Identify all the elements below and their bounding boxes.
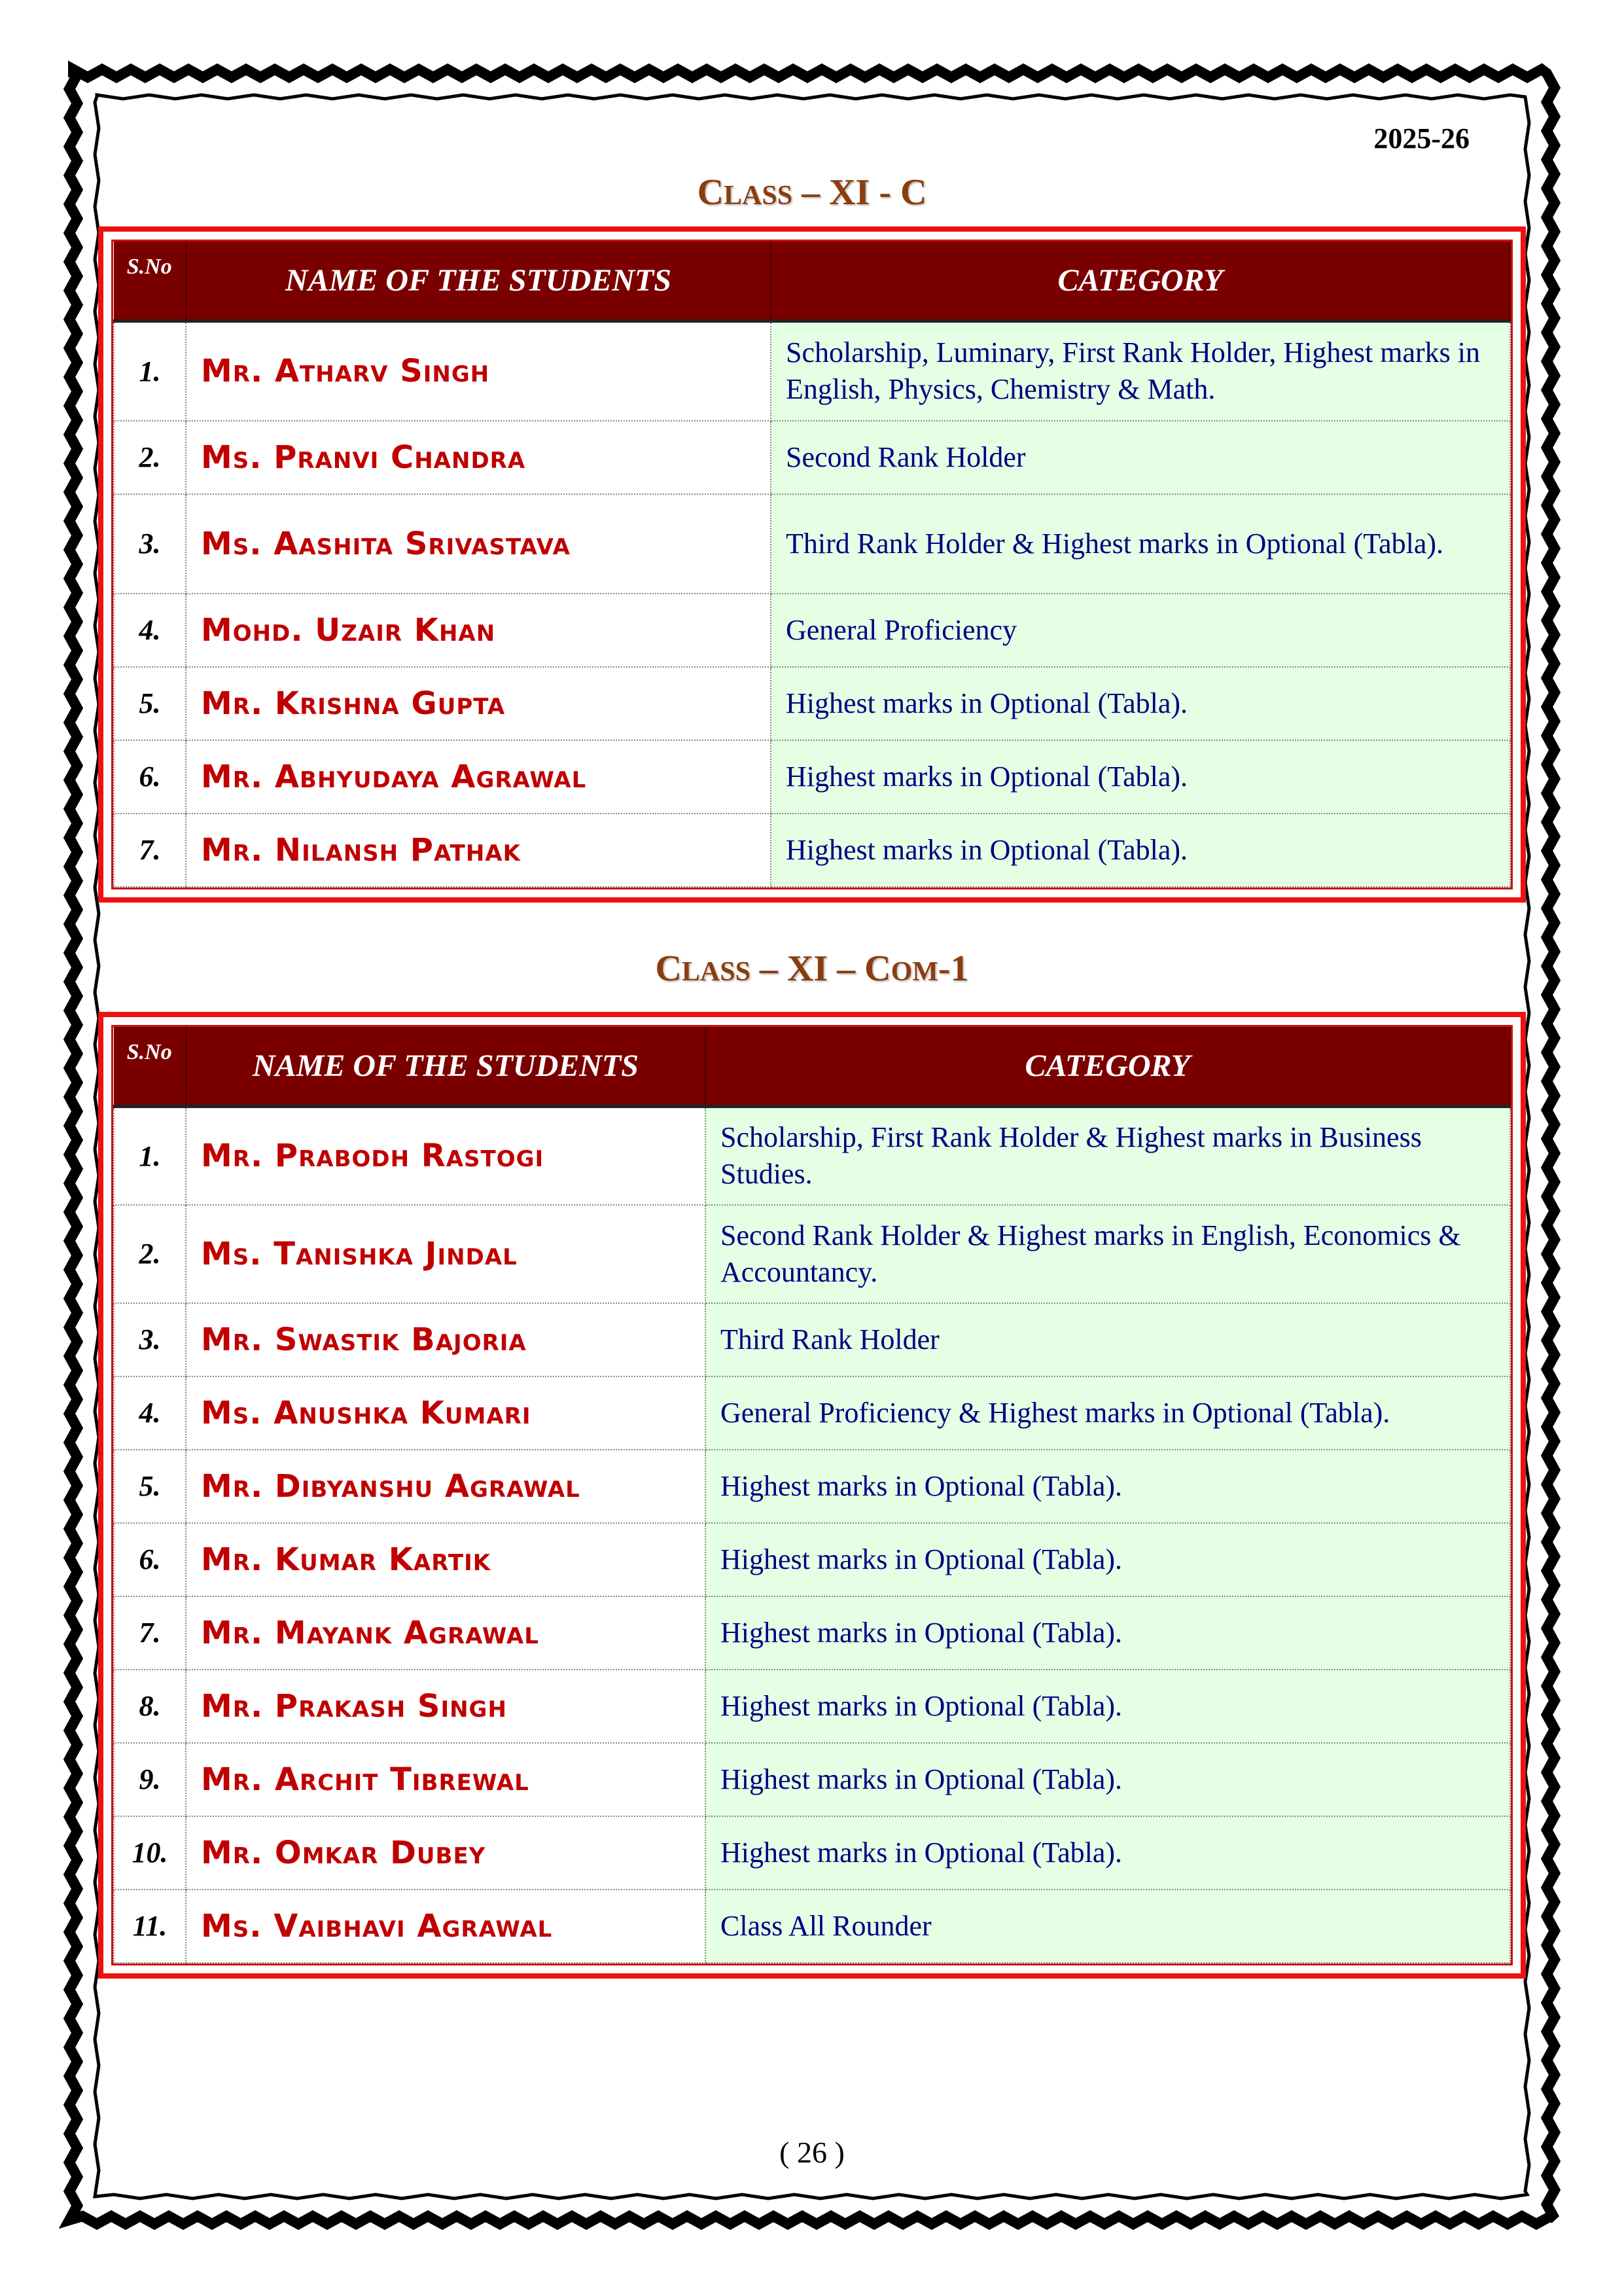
student-category: Highest marks in Optional (Tabla). bbox=[705, 1816, 1510, 1890]
table-row bbox=[114, 421, 1510, 494]
header-name: NAME OF THE STUDENTS bbox=[186, 242, 771, 321]
student-category: Highest marks in Optional (Tabla). bbox=[705, 1523, 1510, 1596]
table-row bbox=[114, 1816, 1510, 1890]
row-sno: 1. bbox=[114, 1107, 186, 1205]
student-name: Mr. Swastik Bajoria bbox=[186, 1303, 705, 1376]
table-row bbox=[114, 1450, 1510, 1523]
student-name: Mr. Kumar Kartik bbox=[186, 1523, 705, 1596]
student-name: Mr. Prabodh Rastogi bbox=[186, 1107, 705, 1205]
table-row bbox=[114, 667, 1510, 740]
table-row bbox=[114, 1743, 1510, 1816]
student-category: Highest marks in Optional (Tabla). bbox=[705, 1743, 1510, 1816]
row-sno: 5. bbox=[114, 1450, 186, 1523]
student-name: Mohd. Uzair Khan bbox=[186, 594, 771, 667]
row-sno: 7. bbox=[114, 814, 186, 887]
student-name: Mr. Krishna Gupta bbox=[186, 667, 771, 740]
row-sno: 10. bbox=[114, 1816, 186, 1890]
table-row bbox=[114, 814, 1510, 887]
class-xi-com-1-table bbox=[98, 1012, 1526, 1979]
student-name: Mr. Omkar Dubey bbox=[186, 1816, 705, 1890]
student-name: Ms. Vaibhavi Agrawal bbox=[186, 1890, 705, 1963]
table-row bbox=[114, 1670, 1510, 1743]
table-row bbox=[114, 1376, 1510, 1450]
row-sno: 2. bbox=[114, 1205, 186, 1303]
student-category: Third Rank Holder bbox=[705, 1303, 1510, 1376]
student-name: Ms. Aashita Srivastava bbox=[186, 494, 771, 594]
student-category: General Proficiency & Highest marks in Optional (Tabla). bbox=[705, 1376, 1510, 1450]
student-category: Highest marks in Optional (Tabla). bbox=[771, 667, 1510, 740]
row-sno: 4. bbox=[114, 594, 186, 667]
table-row bbox=[114, 1107, 1510, 1205]
student-category: Highest marks in Optional (Tabla). bbox=[771, 740, 1510, 814]
student-category: Second Rank Holder bbox=[771, 421, 1510, 494]
student-name: Mr. Mayank Agrawal bbox=[186, 1596, 705, 1670]
table-row bbox=[114, 321, 1510, 421]
student-category: Scholarship, First Rank Holder & Highest marks in Business Studies. bbox=[705, 1107, 1510, 1205]
student-category: Highest marks in Optional (Tabla). bbox=[771, 814, 1510, 887]
row-sno: 8. bbox=[114, 1670, 186, 1743]
row-sno: 7. bbox=[114, 1596, 186, 1670]
page-number: ( 26 ) bbox=[779, 2136, 845, 2169]
student-name: Mr. Abhyudaya Agrawal bbox=[186, 740, 771, 814]
row-sno: 1. bbox=[114, 321, 186, 421]
student-category: Highest marks in Optional (Tabla). bbox=[705, 1596, 1510, 1670]
row-sno: 4. bbox=[114, 1376, 186, 1450]
table-row bbox=[114, 494, 1510, 594]
header-sno: S.No bbox=[114, 242, 186, 321]
student-category: Second Rank Holder & Highest marks in English, Economics & Accountancy. bbox=[705, 1205, 1510, 1303]
student-category: Third Rank Holder & Highest marks in Optional (Tabla). bbox=[771, 494, 1510, 594]
table-row bbox=[114, 594, 1510, 667]
row-sno: 3. bbox=[114, 1303, 186, 1376]
class-xi-c-title: CLASS – XI - C bbox=[697, 172, 927, 213]
row-sno: 11. bbox=[114, 1890, 186, 1963]
header-sno: S.No bbox=[114, 1027, 186, 1107]
table-row bbox=[114, 1596, 1510, 1670]
academic-year: 2025-26 bbox=[1373, 122, 1470, 154]
class-xi-c-table bbox=[98, 226, 1526, 903]
student-category: General Proficiency bbox=[771, 594, 1510, 667]
table-row bbox=[114, 1890, 1510, 1963]
header-category: CATEGORY bbox=[771, 242, 1510, 321]
header-category: CATEGORY bbox=[705, 1027, 1510, 1107]
row-sno: 6. bbox=[114, 1523, 186, 1596]
student-name: Mr. Archit Tibrewal bbox=[186, 1743, 705, 1816]
student-name: Mr. Atharv Singh bbox=[186, 321, 771, 421]
row-sno: 5. bbox=[114, 667, 186, 740]
header-name: NAME OF THE STUDENTS bbox=[186, 1027, 705, 1107]
row-sno: 6. bbox=[114, 740, 186, 814]
row-sno: 2. bbox=[114, 421, 186, 494]
table-row bbox=[114, 1523, 1510, 1596]
student-category: Class All Rounder bbox=[705, 1890, 1510, 1963]
table-row bbox=[114, 1303, 1510, 1376]
table-row bbox=[114, 1205, 1510, 1303]
student-category: Scholarship, Luminary, First Rank Holder, Highest marks in English, Physics, Chemistry & Math. bbox=[771, 321, 1510, 421]
student-name: Mr. Dibyanshu Agrawal bbox=[186, 1450, 705, 1523]
row-sno: 9. bbox=[114, 1743, 186, 1816]
student-name: Ms. Anushka Kumari bbox=[186, 1376, 705, 1450]
table-row bbox=[114, 740, 1510, 814]
student-category: Highest marks in Optional (Tabla). bbox=[705, 1670, 1510, 1743]
row-sno: 3. bbox=[114, 494, 186, 594]
student-name: Ms. Pranvi Chandra bbox=[186, 421, 771, 494]
student-name: Ms. Tanishka Jindal bbox=[186, 1205, 705, 1303]
student-name: Mr. Prakash Singh bbox=[186, 1670, 705, 1743]
class-xi-com-1-title: CLASS – XI – COM-1 bbox=[655, 948, 969, 989]
student-category: Highest marks in Optional (Tabla). bbox=[705, 1450, 1510, 1523]
student-name: Mr. Nilansh Pathak bbox=[186, 814, 771, 887]
